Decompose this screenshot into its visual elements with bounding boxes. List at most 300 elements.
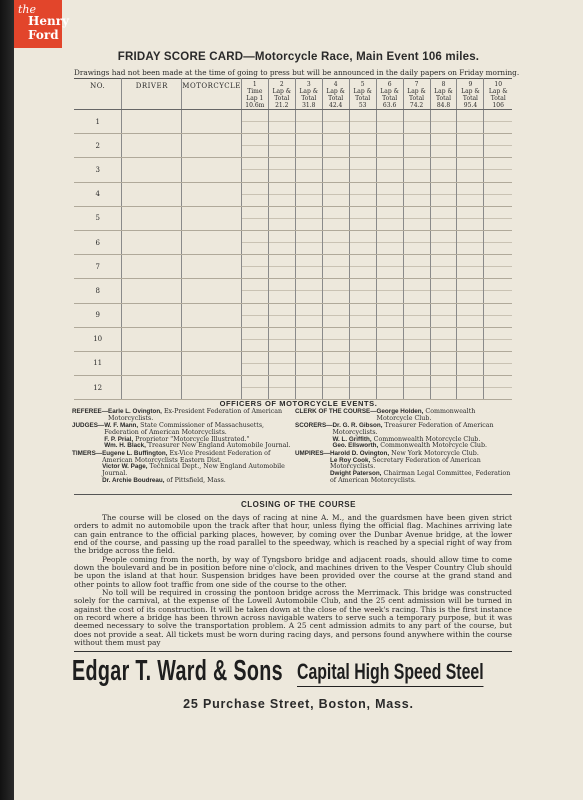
row-number: 9	[74, 303, 122, 327]
score-cell	[182, 110, 242, 134]
score-cell	[430, 158, 457, 182]
score-cell	[241, 327, 268, 351]
score-cell	[403, 158, 430, 182]
header-lap-10	[484, 79, 512, 110]
officer-entry	[332, 423, 513, 437]
table-row	[74, 182, 512, 206]
officer-entry	[330, 458, 513, 472]
officer-name: Wm. H. Black,	[104, 442, 146, 450]
lap-header-line3: 10.6m	[245, 102, 265, 109]
lap-header-line2: Total	[490, 95, 506, 102]
header-lap-5	[349, 79, 376, 110]
header-lap-3	[295, 79, 322, 110]
officer-name: Eugene L. Buffington,	[102, 449, 168, 457]
score-cell	[322, 279, 349, 303]
score-cell	[295, 303, 322, 327]
score-cell	[182, 327, 242, 351]
score-cell	[484, 230, 512, 254]
officer-group	[72, 409, 292, 423]
score-cell	[349, 303, 376, 327]
lap-header-line2: Total	[328, 95, 344, 102]
scanner-fold-edge	[0, 0, 14, 800]
officer-description: Commonwealth Motorcycle Club.	[378, 442, 487, 450]
score-cell	[403, 351, 430, 375]
officer-description: Proprietor "Motorcycle Illustrated."	[133, 435, 250, 443]
header-lap-7	[403, 79, 430, 110]
header-lap-1	[241, 79, 268, 110]
officer-name: Dr. G. R. Gibson,	[332, 422, 383, 430]
row-number: 12	[74, 376, 122, 400]
row-number: 10	[74, 327, 122, 351]
officer-name: Victor W. Page,	[102, 463, 148, 471]
score-cell	[484, 279, 512, 303]
officer-description: State Commissioner of Massachusetts, Federation of American Motorcyclists.	[104, 422, 265, 436]
lap-header-num: 3	[306, 81, 311, 88]
officer-entry	[330, 471, 513, 485]
score-cell	[457, 255, 484, 279]
score-cell	[322, 182, 349, 206]
score-cell	[457, 351, 484, 375]
officer-names	[102, 451, 292, 485]
score-cell	[322, 376, 349, 400]
score-cell	[403, 230, 430, 254]
row-number: 3	[74, 158, 122, 182]
score-table	[74, 78, 512, 400]
table-header-row	[74, 79, 512, 110]
score-cell	[457, 182, 484, 206]
score-cell	[122, 110, 182, 134]
lap-header-line3: 31.8	[302, 102, 316, 109]
table-row	[74, 134, 512, 158]
lap-header-line3: 74.2	[409, 102, 424, 109]
score-cell	[182, 158, 242, 182]
score-cell	[457, 376, 484, 400]
officer-description: Commonwealth Motorcycle Club.	[376, 408, 476, 422]
score-cell	[376, 158, 403, 182]
table-row	[74, 158, 512, 182]
header-lap-8	[430, 79, 457, 110]
score-cell	[268, 376, 295, 400]
score-cell	[268, 134, 295, 158]
lap-header-line3: 106	[492, 102, 504, 109]
officer-name: Geo. Ellsworth,	[332, 442, 379, 450]
lap-header-num: 1	[252, 81, 257, 88]
score-cell	[241, 255, 268, 279]
advertiser-address: 25 Purchase Street, Boston, Mass.	[183, 697, 414, 711]
score-cell	[430, 230, 457, 254]
score-cell	[376, 303, 403, 327]
score-cell	[349, 376, 376, 400]
lap-header-line3: 84.8	[436, 102, 451, 109]
score-cell	[376, 206, 403, 230]
score-cell	[349, 230, 376, 254]
score-cell	[182, 351, 242, 375]
lap-header-num: 7	[414, 81, 419, 88]
score-cell	[484, 376, 512, 400]
score-cell	[457, 327, 484, 351]
score-cell	[376, 376, 403, 400]
lap-header-line3: 53	[358, 102, 367, 109]
row-number: 8	[74, 279, 122, 303]
lap-header-num: 4	[333, 81, 338, 88]
score-cell	[349, 110, 376, 134]
row-number: 4	[74, 182, 122, 206]
lap-header-line1: Lap &	[434, 88, 453, 95]
lap-header-num: 2	[279, 81, 284, 88]
score-cell	[403, 206, 430, 230]
score-cell	[376, 255, 403, 279]
officer-entry	[377, 409, 513, 423]
score-cell	[295, 206, 322, 230]
score-cell	[484, 134, 512, 158]
officer-name: Harold D. Ovington,	[330, 449, 390, 457]
header-lap-9	[457, 79, 484, 110]
table-row	[74, 279, 512, 303]
score-cell	[403, 376, 430, 400]
score-cell	[295, 376, 322, 400]
score-cell	[182, 303, 242, 327]
score-cell	[376, 230, 403, 254]
lap-header-line1: Lap &	[299, 88, 319, 95]
score-cell	[268, 158, 295, 182]
score-cell	[403, 327, 430, 351]
score-cell	[122, 303, 182, 327]
score-cell	[268, 303, 295, 327]
score-cell	[457, 206, 484, 230]
score-cell	[349, 206, 376, 230]
score-cell	[322, 351, 349, 375]
score-cell	[268, 255, 295, 279]
table-row	[74, 351, 512, 375]
officer-entry	[102, 451, 292, 465]
score-cell	[241, 279, 268, 303]
page-subtitle: Drawings had not been made at the time of going to press but will be announced in the daily papers on Friday morning.	[74, 68, 520, 77]
row-number: 2	[74, 134, 122, 158]
score-cell	[376, 110, 403, 134]
logo-line-the: the	[18, 3, 37, 16]
score-cell	[268, 327, 295, 351]
score-cell	[430, 327, 457, 351]
score-cell	[349, 182, 376, 206]
lap-header-num: 5	[360, 81, 365, 88]
officer-entry	[102, 464, 292, 478]
lap-header-line2: Total	[274, 95, 290, 102]
officer-group	[295, 423, 513, 450]
officer-name: F. P. Prial,	[104, 435, 134, 443]
ad-divider-rule	[74, 651, 512, 652]
score-cell	[349, 351, 376, 375]
officer-description: Ex-President Federation of American Motorcyclists.	[108, 408, 283, 422]
advertiser-name: Edgar T. Ward & Sons	[72, 655, 283, 687]
officer-name: Earle L. Ovington,	[108, 408, 162, 415]
score-cell	[122, 351, 182, 375]
score-cell	[349, 327, 376, 351]
score-cell	[484, 206, 512, 230]
table-row	[74, 230, 512, 254]
score-table-body	[74, 110, 512, 400]
lap-header-num: 10	[494, 81, 503, 88]
score-cell	[268, 182, 295, 206]
score-cell	[403, 303, 430, 327]
score-cell	[295, 255, 322, 279]
officer-description: of Pittsfield, Mass.	[164, 476, 226, 484]
row-number: 5	[74, 206, 122, 230]
officer-role: TIMERS—	[72, 449, 103, 457]
score-cell	[403, 134, 430, 158]
score-cell	[403, 182, 430, 206]
lap-header-line1: Lap &	[461, 88, 480, 95]
officer-group	[295, 409, 513, 423]
table-row	[74, 206, 512, 230]
score-cell	[430, 206, 457, 230]
lap-header-line1: Time	[247, 88, 263, 95]
table-row	[74, 327, 512, 351]
logo-line-henry: Henry	[28, 14, 69, 28]
score-cell	[484, 255, 512, 279]
score-cell	[430, 376, 457, 400]
score-cell	[484, 110, 512, 134]
lap-header-line3: 42.4	[329, 102, 343, 109]
header-driver: DRIVER	[122, 79, 182, 110]
score-cell	[122, 230, 182, 254]
score-cell	[122, 255, 182, 279]
row-number: 7	[74, 255, 122, 279]
officer-name: George Holden,	[376, 408, 424, 415]
lap-header-line1: Lap &	[488, 88, 508, 95]
score-cell	[122, 134, 182, 158]
officer-role: REFEREE—	[72, 408, 109, 415]
score-cell	[484, 303, 512, 327]
score-cell	[241, 351, 268, 375]
score-cell	[430, 303, 457, 327]
score-cell	[322, 303, 349, 327]
lap-header-line2: Total	[382, 95, 398, 102]
closing-title: CLOSING OF THE COURSE	[241, 500, 356, 509]
header-motorcycle: MOTORCYCLE	[182, 79, 242, 110]
score-cell	[376, 327, 403, 351]
score-cell	[349, 279, 376, 303]
score-cell	[241, 110, 268, 134]
score-cell	[182, 134, 242, 158]
score-cell	[349, 134, 376, 158]
score-cell	[484, 158, 512, 182]
score-card-page	[14, 0, 583, 800]
lap-header-line2: Total	[301, 95, 317, 102]
score-cell	[457, 110, 484, 134]
officer-group	[72, 451, 292, 485]
score-cell	[182, 206, 242, 230]
score-cell	[295, 351, 322, 375]
officer-description: Commonwealth Motorcycle Club.	[371, 435, 481, 443]
score-cell	[430, 182, 457, 206]
score-cell	[322, 206, 349, 230]
lap-header-line1: Lap &	[380, 88, 399, 95]
divider-rule	[74, 494, 512, 495]
score-cell	[322, 110, 349, 134]
score-cell	[457, 158, 484, 182]
officer-name: W. F. Mann,	[104, 422, 139, 430]
closing-text	[74, 514, 512, 648]
score-cell	[430, 279, 457, 303]
score-cell	[182, 255, 242, 279]
score-cell	[403, 279, 430, 303]
officer-role: JUDGES—	[72, 422, 105, 430]
score-cell	[268, 206, 295, 230]
table-row	[74, 255, 512, 279]
lap-header-line3: 63.6	[382, 102, 397, 109]
score-cell	[403, 255, 430, 279]
score-cell	[457, 134, 484, 158]
officer-entry	[108, 409, 292, 423]
officer-names	[330, 451, 513, 485]
officer-role: CLERK OF THE COURSE—	[295, 408, 377, 415]
score-cell	[241, 230, 268, 254]
score-cell	[295, 230, 322, 254]
score-cell	[295, 110, 322, 134]
lap-header-line1: Lap &	[272, 88, 292, 95]
score-cell	[322, 134, 349, 158]
score-cell	[122, 158, 182, 182]
lap-header-line1: Lap &	[353, 88, 372, 95]
lap-header-line2: Lap 1	[246, 95, 264, 102]
score-cell	[430, 134, 457, 158]
lap-header-line2: Total	[435, 95, 452, 102]
score-cell	[430, 110, 457, 134]
lap-header-line3: 21.2	[275, 102, 289, 109]
score-cell	[457, 279, 484, 303]
officer-name: W. L. Griffith,	[332, 435, 372, 443]
officer-description: Chairman Legal Committee, Federation of American Motorcyclists.	[330, 470, 511, 484]
score-cell	[349, 158, 376, 182]
score-cell	[182, 279, 242, 303]
score-cell	[349, 255, 376, 279]
closing-paragraph: People coming from the north, by way of Tyngsboro bridge and adjacent roads, should allow time to come down the boulevard and be in position before nine o'clock, and machines driven to the Vesper Country Club should be upon the island at that hour. Suspension bridges have been provided over the course at the grand stand and other points to allow foot traffic from one side of the course to the other.	[74, 554, 512, 589]
officers-title: OFFICERS OF MOTORCYCLE EVENTS.	[219, 399, 378, 408]
score-cell	[403, 110, 430, 134]
score-cell	[122, 182, 182, 206]
officer-names	[108, 409, 292, 423]
lap-header-line1: Lap &	[326, 88, 346, 95]
score-cell	[322, 230, 349, 254]
officer-entry	[104, 423, 292, 437]
score-cell	[241, 376, 268, 400]
score-cell	[241, 182, 268, 206]
score-cell	[295, 327, 322, 351]
score-cell	[122, 327, 182, 351]
score-cell	[241, 206, 268, 230]
score-cell	[295, 279, 322, 303]
header-lap-4	[322, 79, 349, 110]
header-lap-6	[376, 79, 403, 110]
officer-role: SCORERS—	[295, 422, 333, 430]
header-lap-2	[268, 79, 295, 110]
score-cell	[430, 255, 457, 279]
closing-paragraph: No toll will be required in crossing the pontoon bridge across the Merrimack. This bridge was constructed solely for the carnival, at the expense of the Lowell Automobile Club, and the 25 cent admission will be turned in against the cost of its construction. It will be taken down at the close of the week's racing. This is the first instance on record where a bridge has been thrown across navigable waters to serve such a temporary purpose, but it was deemed necessary to solve the transportation problem. A 25 cent admission admits to any part of the course, but does not provide a seat. All tickets must be worn during racing days, and persons found anywhere within the course without them must pay	[74, 588, 512, 648]
officer-entry	[102, 478, 292, 485]
score-cell	[322, 158, 349, 182]
officer-names	[104, 423, 292, 450]
table-row	[74, 376, 512, 400]
officers-right-column	[295, 409, 513, 485]
score-cell	[268, 110, 295, 134]
score-cell	[241, 134, 268, 158]
lap-header-line3: 95.4	[463, 102, 478, 109]
score-cell	[457, 230, 484, 254]
score-cell	[241, 303, 268, 327]
score-cell	[322, 255, 349, 279]
lap-header-line1: Lap &	[407, 88, 426, 95]
score-cell	[182, 182, 242, 206]
score-cell	[268, 279, 295, 303]
score-cell	[484, 327, 512, 351]
officers-left-column	[72, 409, 292, 485]
lap-header-line2: Total	[462, 95, 478, 102]
score-cell	[122, 206, 182, 230]
officer-name: Le Roy Cook,	[330, 456, 371, 464]
officer-group	[295, 451, 513, 485]
score-cell	[182, 230, 242, 254]
score-cell	[295, 182, 322, 206]
officer-description: Technical Dept., New England Automobile Journal.	[102, 463, 285, 478]
officer-description: Secretary Federation of American Motorcyclists.	[330, 456, 481, 471]
closing-paragraph: The course will be closed on the days of racing at nine A. M., and the guardsmen have been given strict orders to admit no automobile upon the track after that hour, unless flying the official flag. Machines arriving late can gain entrance to the official parking places, however, by coming over the Dunbar Avenue bridge, at the lower end of the course, and passing up the road parallel to the speedway, which is reached by a special right of way from the bridge across the field.	[74, 513, 512, 556]
lap-header-num: 6	[387, 81, 392, 88]
score-cell	[376, 279, 403, 303]
score-cell	[322, 327, 349, 351]
row-number: 11	[74, 351, 122, 375]
score-cell	[122, 376, 182, 400]
lap-header-num: 9	[468, 81, 473, 88]
advertised-product: Capital High Speed Steel	[297, 659, 484, 687]
officer-name: Dwight Paterson,	[330, 470, 382, 478]
officer-name: Dr. Archie Boudreau,	[102, 476, 165, 484]
lap-header-line2: Total	[355, 95, 371, 102]
officer-description: Treasurer Federation of American Motorcyclists.	[332, 422, 494, 436]
lap-header-line2: Total	[409, 95, 425, 102]
table-row	[74, 110, 512, 134]
header-no: NO.	[74, 79, 122, 110]
score-cell	[268, 230, 295, 254]
score-cell	[268, 351, 295, 375]
score-cell	[457, 303, 484, 327]
officer-description: Ex-Vice President Federation of American Motorcyclists Eastern Dist.	[102, 449, 271, 464]
officer-description: New York Motorcycle Club.	[389, 449, 479, 457]
row-number: 6	[74, 230, 122, 254]
row-number: 1	[74, 110, 122, 134]
officer-names	[377, 409, 513, 423]
score-cell	[376, 351, 403, 375]
score-cell	[484, 351, 512, 375]
score-cell	[484, 182, 512, 206]
score-cell	[376, 182, 403, 206]
officer-group	[72, 423, 292, 450]
score-cell	[295, 134, 322, 158]
score-cell	[241, 158, 268, 182]
henry-ford-logo	[14, 0, 69, 48]
logo-line-ford: Ford	[28, 28, 59, 42]
page-title: FRIDAY SCORE CARD—Motorcycle Race, Main Event 106 miles.	[117, 51, 480, 63]
officer-description: Treasurer New England Automobile Journal.	[145, 442, 291, 450]
score-cell	[295, 158, 322, 182]
score-cell	[376, 134, 403, 158]
score-cell	[430, 351, 457, 375]
score-cell	[182, 376, 242, 400]
officer-names	[332, 423, 513, 450]
table-row	[74, 303, 512, 327]
officer-role: UMPIRES—	[295, 449, 330, 457]
score-cell	[122, 279, 182, 303]
lap-header-num: 8	[441, 81, 446, 88]
